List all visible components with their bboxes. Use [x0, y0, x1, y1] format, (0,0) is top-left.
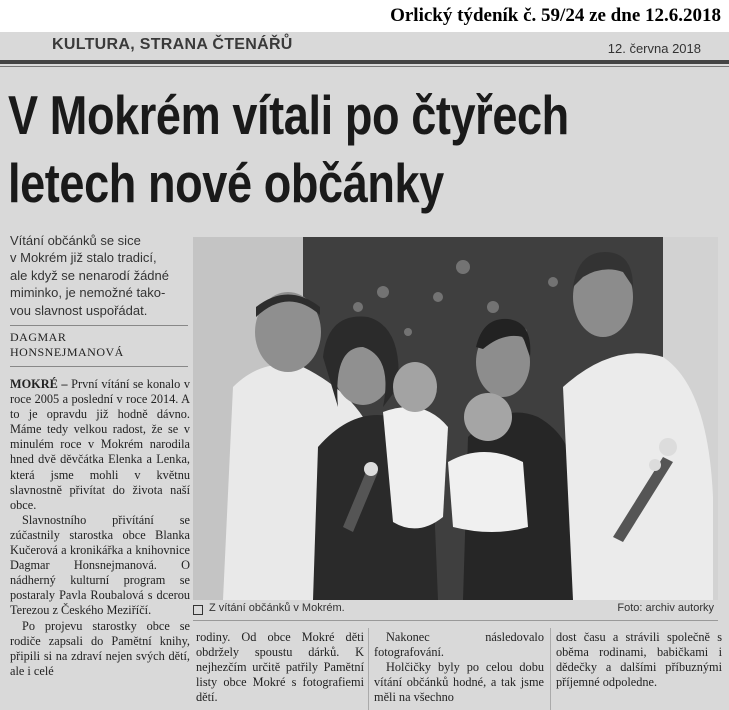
column-3-text-2: Holčičky byly po celou dobu vítání občánků hodné, a tak jsme měli na všechno	[374, 660, 544, 705]
article-column-2	[196, 630, 364, 705]
column-3-text-1: Nakonec následovalo fotografování.	[374, 630, 544, 660]
paragraph-3: Po projevu starostky obce se rodiče zapsali do Pamětní knihy, připili si na zdraví nejen svých dětí, ale i celé	[10, 618, 190, 678]
section-label: KULTURA, STRANA ČTENÁŘŮ	[52, 36, 293, 53]
family-photo-illustration	[193, 237, 718, 600]
article-column-4	[556, 630, 722, 690]
lead-paragraph	[10, 232, 188, 319]
author-byline	[10, 330, 124, 360]
lead-line: miminko, je nemožné tako-	[10, 285, 166, 301]
lead-line: Vítání občánků se sice	[10, 233, 141, 248]
dateline: MOKRÉ –	[10, 377, 68, 391]
article-photo	[193, 237, 718, 600]
lead-line: v Mokrém již stalo tradicí,	[10, 250, 157, 266]
photo-credit: Foto: archiv autorky	[617, 602, 714, 614]
header-rule-thin	[0, 66, 729, 67]
headline-line-1: V Mokrém vítali po čtyřech	[8, 84, 569, 146]
issue-date: 12. června 2018	[607, 41, 701, 56]
column-4-text: dost času a strávili společně s oběma rodinami, babičkami i dědečky a dalšími příbuznými příjemné odpoledne.	[556, 630, 722, 690]
column-divider	[368, 628, 369, 710]
article-column-1	[10, 377, 190, 679]
lead-line: vou slavnost uspořádat.	[10, 302, 148, 318]
header-rule	[0, 60, 729, 64]
column-2-text: rodiny. Od obce Mokré děti obdržely spoustu dárků. K nejhezčím určitě patřily Pamětní listy obce Mokré s fotografiemi dětí.	[196, 630, 364, 705]
byline-divider	[10, 366, 188, 367]
article-column-3	[374, 630, 544, 705]
photo-caption-row	[193, 602, 718, 618]
paragraph-2: Slavnostního přivítání se zúčastnily starostka obce Blanka Kučerová a kronikářka a knihovnice Dagmar Honsnejmanová. O nádherný kulturní program se postaraly Pavla Roubalová s dcerou Terezou z Českého Meziříčí.	[10, 512, 190, 618]
lead-line: ale když se nenarodí žádné	[10, 267, 169, 283]
photo-caption: Z vítání občánků v Mokrém.	[209, 602, 345, 614]
caption-square-icon	[193, 605, 203, 615]
caption-rule	[193, 620, 718, 621]
lead-divider	[10, 325, 188, 326]
source-reference: Orlický týdeník č. 59/24 ze dne 12.6.2018	[390, 5, 721, 26]
headline-line-2: letech nové občánky	[8, 152, 444, 214]
column-divider	[550, 628, 551, 710]
paragraph-1: První vítání se konalo v roce 2005 a poslední v roce 2014. A to je opravdu již hodně dávno. Máme tedy velkou radost, že se v minulém roce v Mokrém narodila hned dvě děvčátka Elenka a Lenka, která jsme mohli v květnu slavnostně přivítat do života naší obce.	[10, 377, 191, 512]
author-last-name: HONSNEJMANOVÁ	[10, 345, 124, 359]
author-first-name: DAGMAR	[10, 330, 67, 344]
